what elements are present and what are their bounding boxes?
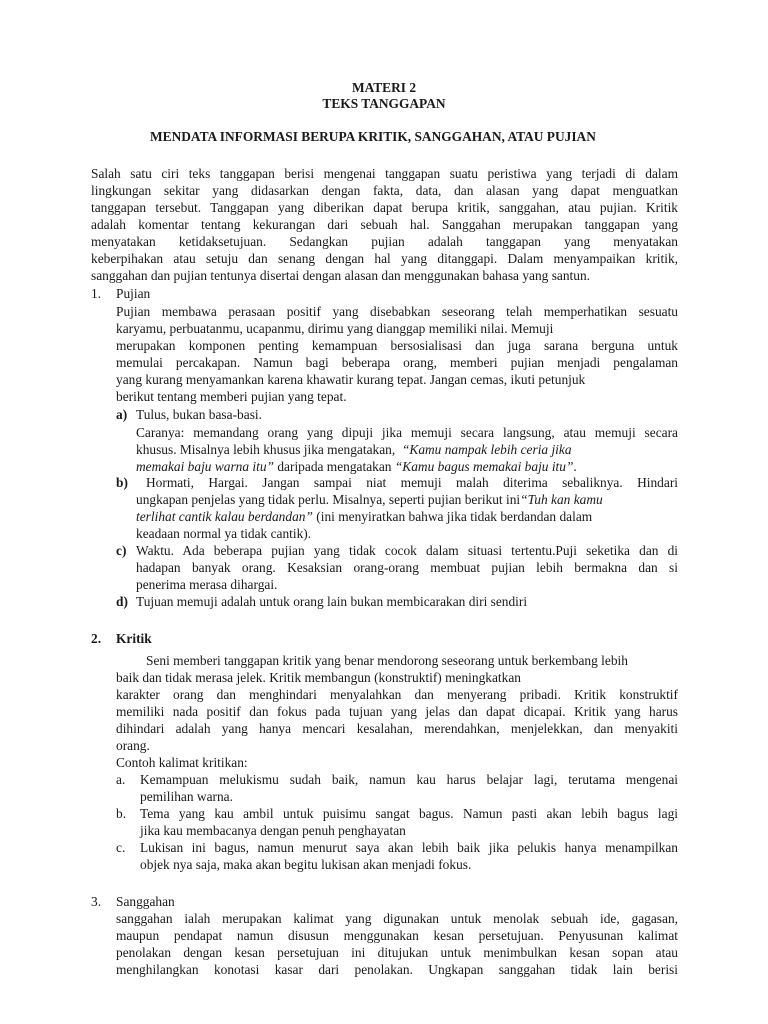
intro-line: Salah satu ciri teks tanggapan berisi mengenai tanggapan suatu peristiwa yang terjadi di dalam (91, 166, 678, 181)
kritik-line: memiliki nada positif dan fokus pada tujuan yang jelas dan dapat dicapai. Kritik yang harus (116, 704, 678, 719)
item-label: c) (116, 543, 127, 558)
item-line (136, 508, 592, 525)
sanggahan-line: penolakan dengan kesan persetujuan ini ditujukan untuk menimbulkan kesan sopan atau (116, 945, 678, 960)
intro-line: keberpihakan atau setuju dan senang dengan hal yang ditanggapi. Dalam menyampaikan kritik, (91, 251, 678, 266)
item-line: hadapan banyak orang. Kesaksian orang-orang membuat pujian lebih bermakna dan si (136, 560, 678, 575)
example-label: Contoh kalimat kritikan: (116, 755, 248, 770)
sanggahan-line: maupun pendapat namun disusun menggunakan kesan persetujuan. Penyusunan kalimat (116, 928, 678, 943)
sanggahan-line: sanggahan ialah merupakan kalimat yang digunakan untuk menolak sebuah ide, gagasan, (116, 911, 678, 926)
item-quote: “Kamu bagus memakai baju itu” (394, 459, 574, 474)
item-text: daripada mengatakan (277, 459, 392, 474)
item-line: keadaan normal ya tidak cantik). (136, 526, 312, 541)
item-line: jika kau membacanya dengan penuh penghayatan (140, 823, 406, 838)
item-line: Tema yang kau ambil untuk puisimu sangat bagus. Namun pasti akan lebih bagus lagi (140, 806, 678, 821)
item-title: Tulus, bukan basa-basi. (136, 407, 262, 422)
intro-line: tanggapan tersebut. Tanggapan yang diberikan dapat berupa kritik, sanggahan, atau pujian. Kritik (91, 200, 678, 215)
section-number: 2. (91, 631, 102, 646)
item-line: objek nya saja, maka akan begitu lukisan akan menjadi fokus. (140, 857, 472, 872)
section-subtitle: MENDATA INFORMASI BERUPA KRITIK, SANGGAHAN, ATAU PUJIAN (150, 129, 596, 144)
item-label: d) (116, 594, 128, 609)
pujian-line: karyamu, perbuatanmu, ucapanmu, dirimu yang dianggap memiliki nilai. Memuji (116, 321, 554, 336)
item-line: Tujuan memuji adalah untuk orang lain bukan membicarakan diri sendiri (136, 594, 528, 609)
item-quote: “Tuh kan kamu (520, 492, 603, 507)
item-text: (ini menyiratkan bahwa jika tidak berdandan dalam (316, 509, 593, 524)
item-label: c. (116, 840, 126, 855)
section-number: 3. (91, 894, 102, 909)
item-label: a. (116, 772, 126, 787)
item-line: Kemampuan melukismu sudah baik, namun kau harus belajar lagi, terutama mengenai (140, 772, 678, 787)
materi-title: MATERI 2 (351, 80, 417, 95)
item-line: Waktu. Ada beberapa pujian yang tidak cocok dalam situasi tertentu.Puji seketika dan di (136, 543, 678, 558)
intro-line: menyatakan ketidaksetujuan. Sedangkan pujian adalah tanggapan yang menyatakan (91, 234, 678, 249)
item-label: a) (116, 407, 128, 422)
item-line: penerima merasa dihargai. (136, 577, 278, 592)
sanggahan-line: menghilangkan konotasi kasar dari penolakan. Ungkapan sanggahan tidak lain berisi (116, 962, 678, 977)
kritik-line: baik dan tidak merasa jelek. Kritik membangun (konstruktif) meningkatkan (116, 670, 521, 685)
pujian-line: merupakan komponen penting kemampuan bersosialisasi dan juga sarana berguna untuk (116, 338, 678, 353)
item-line (136, 441, 572, 458)
item-quote: “Kamu nampak lebih ceria jika (401, 442, 572, 457)
intro-line: lingkungan sekitar yang didasarkan dengan fakta, data, dan alasan yang dapat menguatkan (91, 183, 678, 198)
intro-line: sanggahan dan pujian tentunya disertai dengan alasan dan menggunakan bahasa yang santun. (91, 268, 591, 283)
item-line: Hormati, Hargai. Jangan sampai niat memuji malah diterima sebaliknya. Hindari (146, 475, 678, 490)
intro-line: adalah komentar tentang kekurangan dari sebuah hal. Sanggahan merupakan tanggapan yang (91, 217, 678, 232)
pujian-line: memulai percakapan. Namun bagi beberapa orang, memberi pujian menjadi pengalaman (116, 355, 678, 370)
item-line (136, 491, 603, 508)
kritik-line: karakter orang dan menghindari menyalahkan dan menyerang pribadi. Kritik konstruktif (116, 687, 678, 702)
pujian-line: yang kurang menyamankan karena khawatir kurang tepat. Jangan cemas, ikuti petunjuk (116, 372, 586, 387)
item-line: Lukisan ini bagus, namun menurut saya akan lebih baik jika pelukis hanya menampilkan (140, 840, 678, 855)
item-text: ungkapan penjelas yang tidak perlu. Misalnya, seperti pujian berikut ini (136, 492, 521, 507)
item-line: Caranya: memandang orang yang dipuji jika memuji secara langsung, atau memuji secara (136, 425, 678, 440)
item-label: b) (116, 475, 128, 490)
section-number: 1. (91, 286, 102, 301)
item-text: . (573, 459, 577, 474)
item-quote: terlihat cantik kalau berdandan” (136, 509, 313, 524)
item-line: pemilihan warna. (140, 789, 233, 804)
item-quote: memakai baju warna itu” (136, 459, 274, 474)
kritik-line: orang. (116, 738, 150, 753)
kritik-line: Seni memberi tanggapan kritik yang benar mendorong seseorang untuk berkembang lebih (146, 653, 628, 668)
pujian-line: Pujian membawa perasaan positif yang disebabkan seseorang telah memperhatikan sesuatu (116, 304, 678, 319)
item-text: khusus. Misalnya lebih khusus jika mengatakan, (136, 442, 396, 457)
section-heading: Kritik (116, 631, 152, 646)
section-heading: Sanggahan (116, 894, 175, 909)
pujian-line: berikut tentang memberi pujian yang tepat. (116, 389, 347, 404)
kritik-line: dihindari adalah yang hanya mencari kesalahan, merendahkan, menjelekkan, dan menyakiti (116, 721, 678, 736)
item-label: b. (116, 806, 127, 821)
document-title: TEKS TANGGAPAN (322, 96, 446, 111)
item-line (136, 458, 577, 475)
section-heading: Pujian (116, 286, 151, 301)
